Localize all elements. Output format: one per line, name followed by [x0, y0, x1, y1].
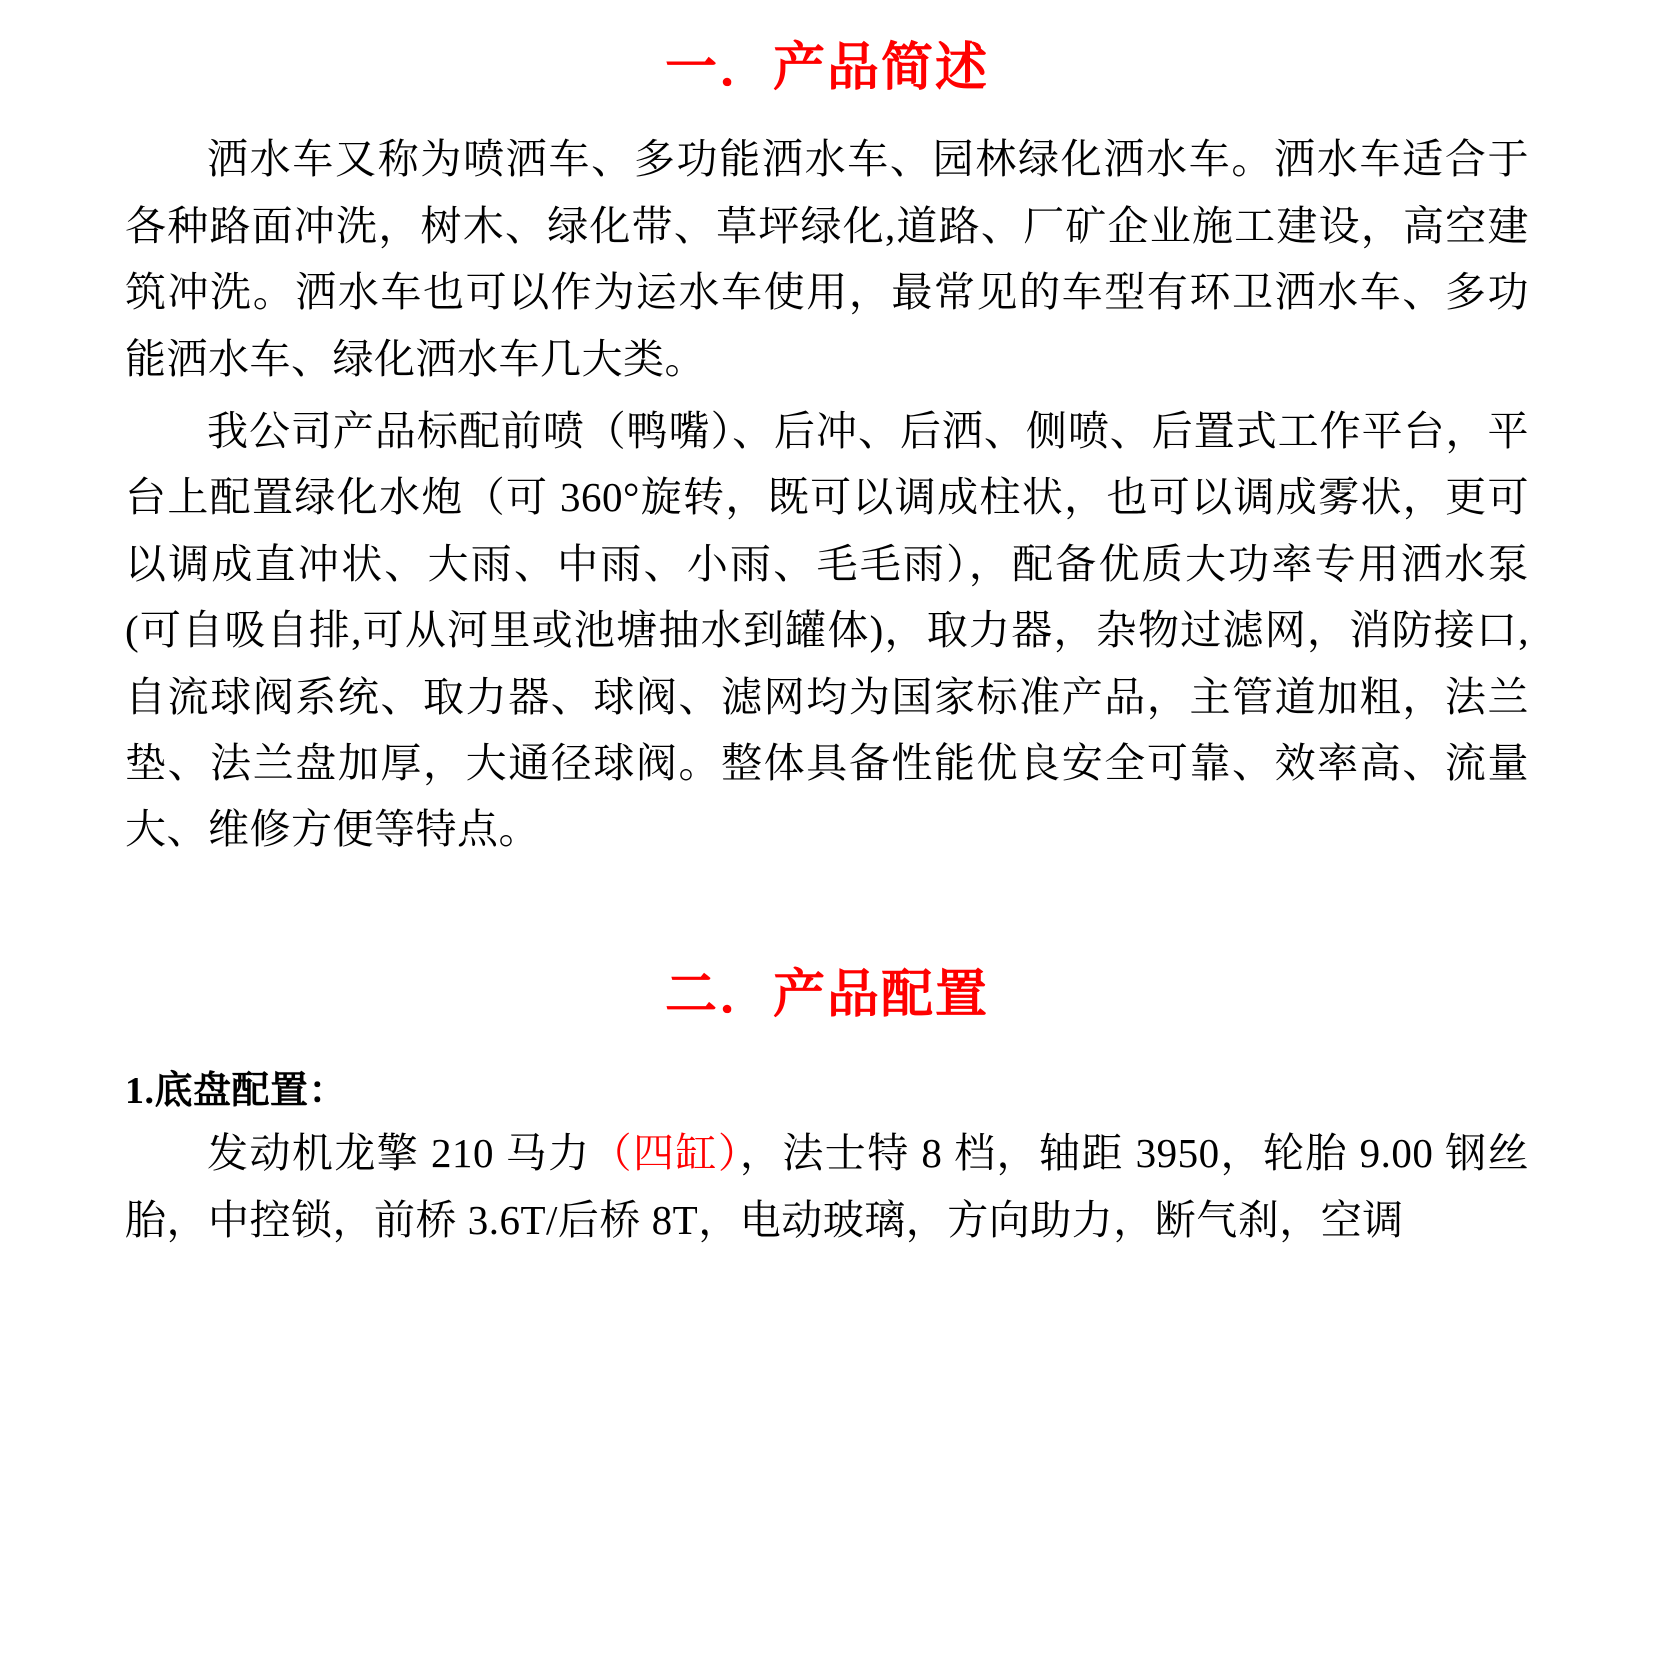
section-1-heading: 一．产品简述 — [664, 40, 989, 97]
chassis-config-highlight: （四缸） — [590, 1130, 740, 1177]
section-1-body — [125, 126, 1529, 862]
chassis-config-text-part2: ，法士特 8 档，轴距 3950，轮胎 9.00 钢丝胎，中控锁，前桥 3.6T/后桥 8T，电动玻璃，方向助力，断气刹，空调 — [125, 1130, 1530, 1243]
chassis-config-paragraph — [125, 1120, 1529, 1253]
subsection-title-chassis: 1.底盘配置： — [125, 1070, 348, 1113]
section-divider-space — [125, 863, 1529, 907]
section-2-heading: 二．产品配置 — [664, 966, 989, 1024]
paragraph: 我公司产品标配前喷（鸭嘴）、后冲、后洒、侧喷、后置式工作平台，平台上配置绿化水炮（可 360°旋转，既可以调成柱状，也可以调成雾状，更可以调成直冲状、大雨、中雨、小雨、毛毛雨），配备优质大功率专用洒水泵(可自吸自排,可从河里或池塘抽水到罐体)，取力器，杂物过滤网，消防接口,自流球阀系统、取力器、球阀、滤网均为国家标准产品，主管道加粗，法兰垫、法兰盘加厚，大通径球阀。整体具备性能优良安全可靠、效率高、流量大、维修方便等特点。 — [125, 408, 1529, 853]
chassis-config-text-part1: 发动机龙擎 210 马力 — [207, 1130, 591, 1177]
paragraph: 洒水车又称为喷洒车、多功能洒水车、园林绿化洒水车。洒水车适合于各种路面冲洗，树木、绿化带、草坪绿化,道路、厂矿企业施工建设，高空建筑冲洗。洒水车也可以作为运水车使用，最常见的车型有环卫洒水车、多功能洒水车、绿化洒水车几大类。 — [125, 136, 1529, 382]
